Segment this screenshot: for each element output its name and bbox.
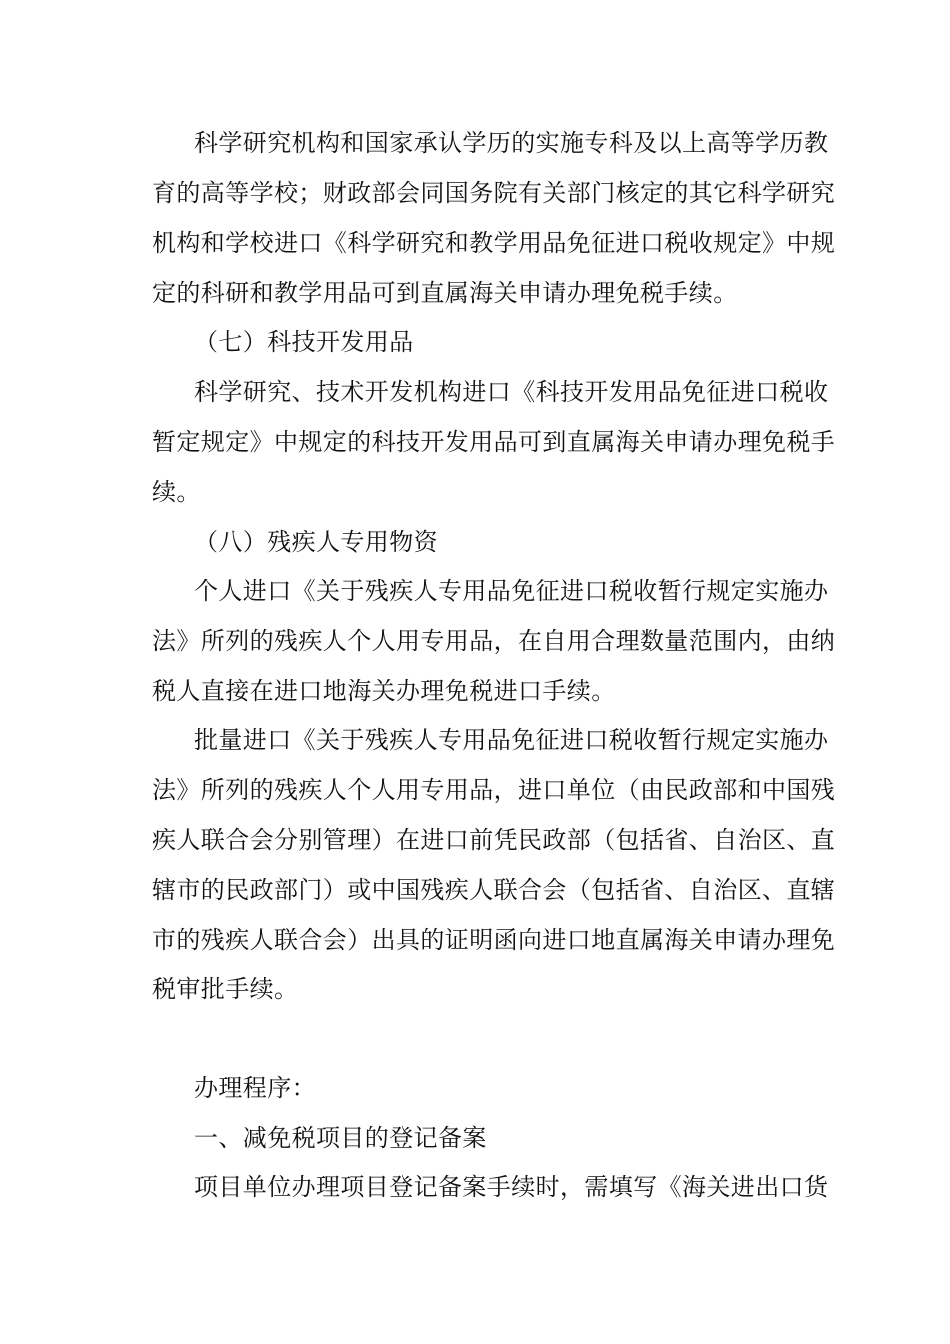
paragraph-line: 续。 bbox=[152, 478, 201, 506]
paragraph-line: 市的残疾人联合会）出具的证明函向进口地直属海关申请办理免 bbox=[152, 926, 836, 954]
paragraph-line: 科学研究、技术开发机构进口《科技开发用品免征进口税收 bbox=[194, 378, 829, 406]
section-heading: 一、减免税项目的登记备案 bbox=[194, 1124, 487, 1152]
paragraph-line: 个人进口《关于残疾人专用品免征进口税收暂行规定实施办 bbox=[194, 577, 829, 605]
paragraph-line: 法》所列的残疾人个人用专用品，进口单位（由民政部和中国残 bbox=[152, 776, 836, 804]
section-heading: （七）科技开发用品 bbox=[194, 328, 414, 356]
paragraph-line: 法》所列的残疾人个人用专用品，在自用合理数量范围内，由纳 bbox=[152, 627, 836, 655]
paragraph-line: 机构和学校进口《科学研究和教学用品免征进口税收规定》中规 bbox=[152, 229, 836, 257]
section-heading: 办理程序： bbox=[194, 1074, 316, 1102]
paragraph-line: 育的高等学校；财政部会同国务院有关部门核定的其它科学研究 bbox=[152, 179, 836, 207]
paragraph-line: 定的科研和教学用品可到直属海关申请办理免税手续。 bbox=[152, 279, 738, 307]
paragraph-line: 批量进口《关于残疾人专用品免征进口税收暂行规定实施办 bbox=[194, 726, 829, 754]
paragraph-line: 辖市的民政部门）或中国残疾人联合会（包括省、自治区、直辖 bbox=[152, 876, 836, 904]
paragraph-line: 税审批手续。 bbox=[152, 975, 299, 1003]
paragraph-line: 税人直接在进口地海关办理免税进口手续。 bbox=[152, 677, 616, 705]
paragraph-line: 疾人联合会分别管理）在进口前凭民政部（包括省、自治区、直 bbox=[152, 826, 836, 854]
paragraph-line: 项目单位办理项目登记备案手续时，需填写《海关进出口货 bbox=[194, 1173, 829, 1201]
section-heading: （八）残疾人专用物资 bbox=[194, 528, 438, 556]
paragraph-line: 暂定规定》中规定的科技开发用品可到直属海关申请办理免税手 bbox=[152, 428, 836, 456]
paragraph-line: 科学研究机构和国家承认学历的实施专科及以上高等学历教 bbox=[194, 129, 829, 157]
